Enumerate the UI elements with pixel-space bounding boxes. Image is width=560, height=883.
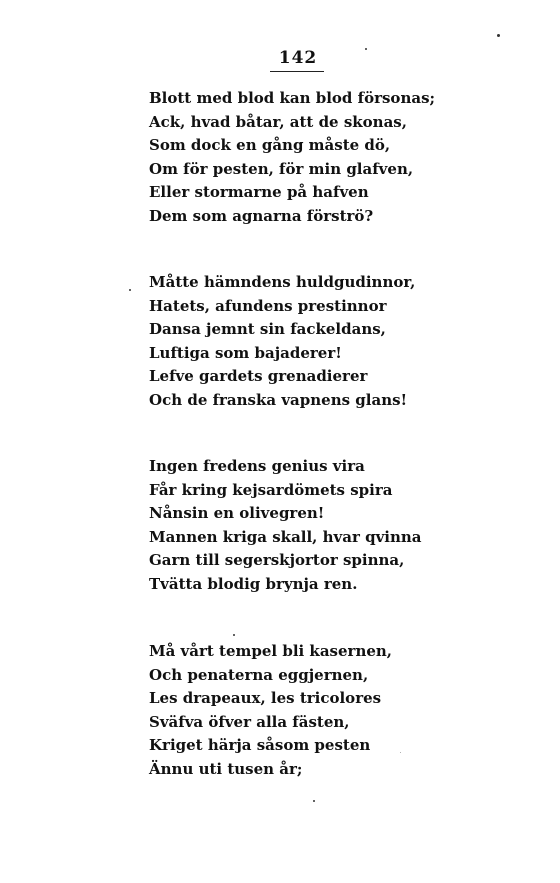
- verse-line: Och de franska vapnens glans!: [149, 390, 408, 409]
- page-number-rule: [270, 71, 324, 72]
- stanza-4: [149, 640, 392, 782]
- verse-line: Nånsin en olivegren!: [149, 504, 325, 523]
- scan-speck: [233, 634, 235, 636]
- verse-line: Dem som agnarna förströ?: [149, 206, 374, 225]
- verse-line: Lefve gardets grenadierer: [149, 367, 368, 386]
- stanza-2: [149, 271, 415, 413]
- scan-speck: [129, 289, 131, 291]
- verse-line: Hatets, afundens prestinnor: [149, 296, 387, 315]
- verse-line: Och penaterna eggjernen,: [149, 665, 369, 684]
- stanza-3: [149, 455, 422, 597]
- verse-line: Mannen kriga skall, hvar qvinna: [149, 527, 422, 546]
- verse-line: Sväfva öfver alla fästen,: [149, 712, 350, 731]
- verse-line: Ännu uti tusen år;: [149, 759, 303, 778]
- scan-speck: [497, 34, 500, 37]
- scan-speck: [365, 48, 367, 50]
- verse-line: Luftiga som bajaderer!: [149, 343, 342, 362]
- verse-line: Blott med blod kan blod försonas;: [149, 89, 436, 107]
- verse-line: Ack, hvad båtar, att de skonas,: [149, 112, 407, 131]
- verse-line: Eller stormarne på hafven: [149, 183, 369, 202]
- verse-line: Som dock en gång måste dö,: [149, 136, 391, 155]
- verse-line: Kriget härja såsom pesten: [149, 736, 371, 755]
- stanza-1: [149, 87, 435, 229]
- page-number: 142: [278, 48, 318, 68]
- verse-line: Ingen fredens genius vira: [149, 457, 365, 475]
- scan-speck: [313, 800, 315, 802]
- verse-line: Får kring kejsardömets spira: [149, 480, 393, 499]
- verse-line: Må vårt tempel bli kasernen,: [149, 642, 393, 660]
- verse-line: Om för pesten, för min glafven,: [149, 159, 414, 178]
- verse-line: Måtte hämndens huldgudinnor,: [149, 273, 416, 291]
- verse-line: Tvätta blodig brynja ren.: [149, 574, 358, 593]
- verse-line: Garn till segerskjortor spinna,: [149, 551, 405, 570]
- scan-speck: [400, 752, 401, 753]
- verse-line: Dansa jemnt sin fackeldans,: [149, 320, 386, 339]
- verse-line: Les drapeaux, les tricolores: [149, 689, 382, 708]
